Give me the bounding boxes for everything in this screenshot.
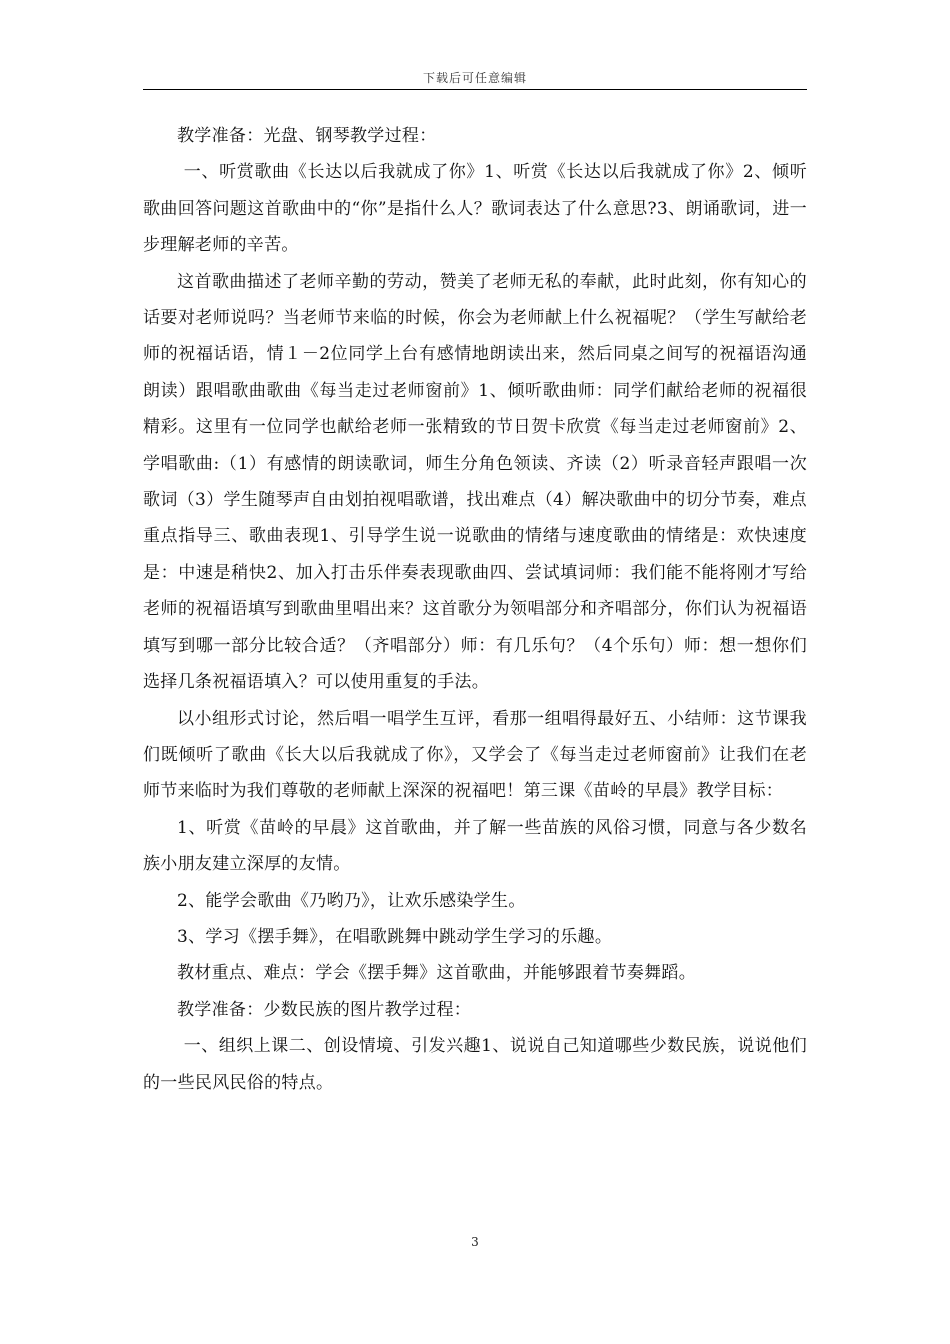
paragraph: 以小组形式讨论，然后唱一唱学生互评，看那一组唱得最好五、小结师：这节课我们既倾听了歌曲《长大以后我就成了你》，又学会了《每当走过老师窗前》让我们在老师节来临时为我们尊敬的老师献上深深的祝福吧！第三课《苗岭的早晨》教学目标： (143, 708, 807, 802)
header-divider (143, 89, 807, 90)
body-text (143, 118, 807, 1101)
paragraph: 这首歌曲描述了老师辛勤的劳动，赞美了老师无私的奉献，此时此刻，你有知心的话要对老师说吗？当老师节来临的时候，你会为老师献上什么祝福呢？（学生写献给老师的祝福话语，情１－2位同学上台有感情地朗读出来，然后同桌之间写的祝福语沟通朗读）跟唱歌曲歌曲《每当走过老师窗前》1、倾听歌曲师：同学们献给老师的祝福很精彩。这里有一位同学也献给老师一张精致的节日贺卡欣赏《每当走过老师窗前》2、学唱歌曲:（1）有感情的朗读歌词，师生分角色领读、齐读（2）听录音轻声跟唱一次歌词（3）学生随琴声自由划拍视唱歌谱，找出难点（4）解决歌曲中的切分节奏，难点重点指导三、歌曲表现1、引导学生说一说歌曲的情绪与速度歌曲的情绪是：欢快速度是：中速是稍快2、加入打击乐伴奏表现歌曲四、尝试填词师：我们能不能将刚才写给老师的祝福语填写到歌曲里唱出来？这首歌分为领唱部分和齐唱部分，你们认为祝福语填写到哪一部分比较合适？（齐唱部分）师：有几乐句？（4个乐句）师：想一想你们选择几条祝福语填入？可以使用重复的手法。 (143, 271, 807, 693)
paragraph: 教学准备：光盘、钢琴教学过程： (177, 126, 437, 146)
paragraph: 教学准备：少数民族的图片教学过程： (177, 999, 472, 1020)
paragraph: 一、听赏歌曲《长达以后我就成了你》1、听赏《长达以后我就成了你》2、倾听歌曲回答问题这首歌曲中的“你”是指什么人？歌词表达了什么意思?3、朗诵歌词，进一步理解老师的辛苦。 (143, 162, 807, 256)
page-number: 3 (471, 1235, 479, 1249)
paragraph: 教材重点、难点：学会《摆手舞》这首歌曲，并能够跟着节奏舞蹈。 (177, 963, 696, 984)
paragraph: 2、能学会歌曲《乃哟乃》，让欢乐感染学生。 (177, 890, 526, 911)
paragraph: 一、组织上课二、创设情境、引发兴趣1、说说自己知道哪些少数民族，说说他们的一些民风民俗的特点。 (143, 1036, 807, 1093)
paragraph: 1、听赏《苗岭的早晨》这首歌曲，并了解一些苗族的风俗习惯，同意与各少数名族小朋友建立深厚的友情。 (143, 817, 807, 875)
header-note: 下载后可任意编辑 (422, 71, 527, 85)
paragraph: 3、学习《摆手舞》，在唱歌跳舞中跳动学生学习的乐趣。 (177, 926, 613, 947)
